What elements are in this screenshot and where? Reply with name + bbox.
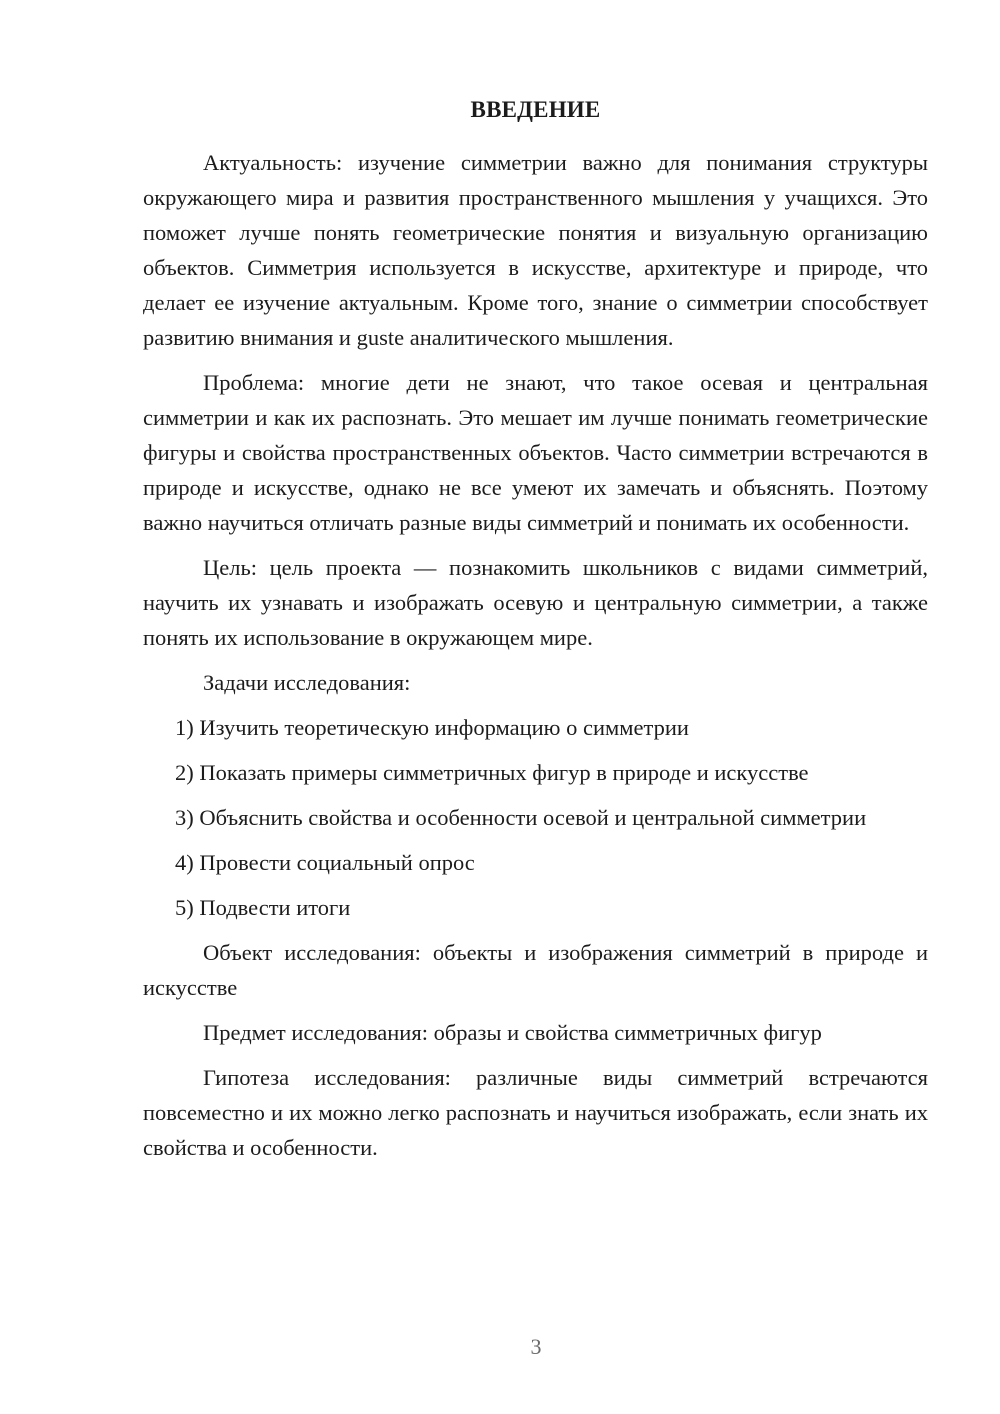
section-title: ВВЕДЕНИЕ [470,97,601,122]
relevance-paragraph: Актуальность: изучение симметрии важно для понимания структуры окружающего мира и развития пространственного мышления у учащихся. Это поможет лучше понять геометрические понятия и визуальную организацию объектов. Симметрия используется в искусстве, архитектуре и природе, что делает ее изучение актуальным. Кроме того, знание о симметрии способствует развитию внимания и guste аналитического мышления. [143,150,928,350]
tasks-heading: Задачи исследования: [203,670,411,695]
task-item-2: 2) Показать примеры симметричных фигур в природе и искусстве [175,760,809,785]
task-item-5: 5) Подвести итоги [175,895,351,920]
goal-paragraph: Цель: цель проекта — познакомить школьников с видами симметрий, научить их узнавать и изображать осевую и центральную симметрии, а также понять их использование в окружающем мире. [143,555,928,650]
hypothesis-paragraph: Гипотеза исследования: различные виды симметрий встречаются повсеместно и их можно легко распознать и научиться изображать, если знать их свойства и особенности. [143,1065,928,1160]
task-item-4: 4) Провести социальный опрос [175,850,475,875]
document-page [143,95,928,1175]
task-item-3: 3) Объяснить свойства и особенности осевой и центральной симметрии [175,805,867,830]
object-paragraph: Объект исследования: объекты и изображения симметрий в природе и искусстве [143,940,928,1000]
task-item-1: 1) Изучить теоретическую информацию о симметрии [175,715,689,740]
problem-paragraph: Проблема: многие дети не знают, что такое осевая и центральная симметрии и как их распознать. Это мешает им лучше понимать геометрические фигуры и свойства пространственных объектов. Часто симметрии встречаются в природе и искусстве, однако не все умеют их замечать и объяснять. Поэтому важно научиться отличать разные виды симметрий и понимать их особенности. [143,370,928,535]
subject-paragraph: Предмет исследования: образы и свойства симметричных фигур [203,1020,822,1045]
page-number: 3 [530,1334,542,1359]
